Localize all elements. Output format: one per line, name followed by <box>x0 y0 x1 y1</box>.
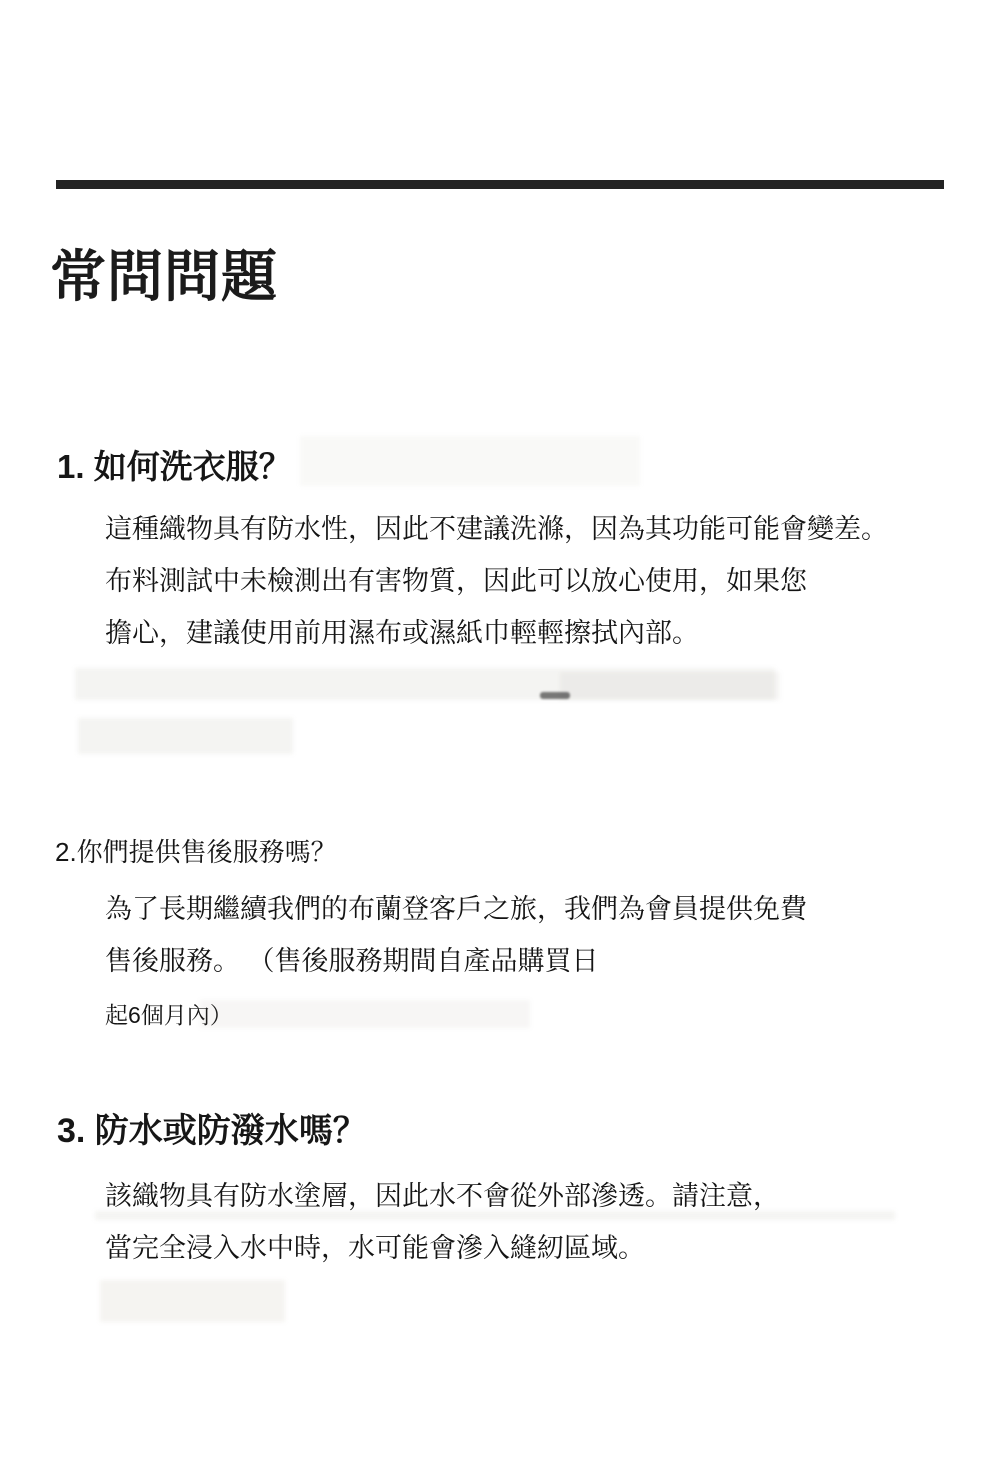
page-title: 常問問題 <box>50 245 278 308</box>
faq-answer-1-line-3: 擔心，建議使用前用濕布或濕紙巾輕輕擦拭內部。 <box>105 618 699 648</box>
top-divider-rule <box>56 180 944 189</box>
faq-answer-1-line-1: 這種織物具有防水性，因此不建議洗滌，因為其功能可能會變差。 <box>105 514 888 544</box>
faq-answer-3-line-2: 當完全浸入水中時，水可能會滲入縫紉區域。 <box>105 1233 645 1263</box>
faq-answer-3-line-1: 該織物具有防水塗層，因此水不會從外部滲透。請注意， <box>105 1181 780 1211</box>
ghost-artifact <box>300 436 640 486</box>
ghost-artifact <box>560 672 780 700</box>
faq-answer-2-line-1: 為了長期繼續我們的布蘭登客戶之旅，我們為會員提供免費 <box>105 894 807 924</box>
ghost-artifact <box>100 1280 285 1322</box>
ghost-artifact <box>78 718 293 754</box>
faq-answer-1 <box>105 503 888 659</box>
faq-question-1: 1. 如何洗衣服？ <box>57 448 292 485</box>
ghost-artifact <box>540 692 570 699</box>
faq-answer-2 <box>105 883 807 987</box>
faq-answer-2-line-2: 售後服務。 （售後服務期間自產品購買日 <box>105 946 599 976</box>
faq-question-3: 3. 防水或防潑水嗎？ <box>57 1112 367 1150</box>
ghost-artifact <box>75 668 775 700</box>
faq-answer-2-note: 起6個月內） <box>105 1002 233 1028</box>
faq-question-2: 2.你們提供售後服務嗎？ <box>55 837 337 867</box>
ghost-artifact <box>200 1000 530 1028</box>
faq-answer-1-line-2: 布料測試中未檢測出有害物質，因此可以放心使用，如果您 <box>105 566 807 596</box>
faq-answer-3 <box>105 1170 780 1274</box>
